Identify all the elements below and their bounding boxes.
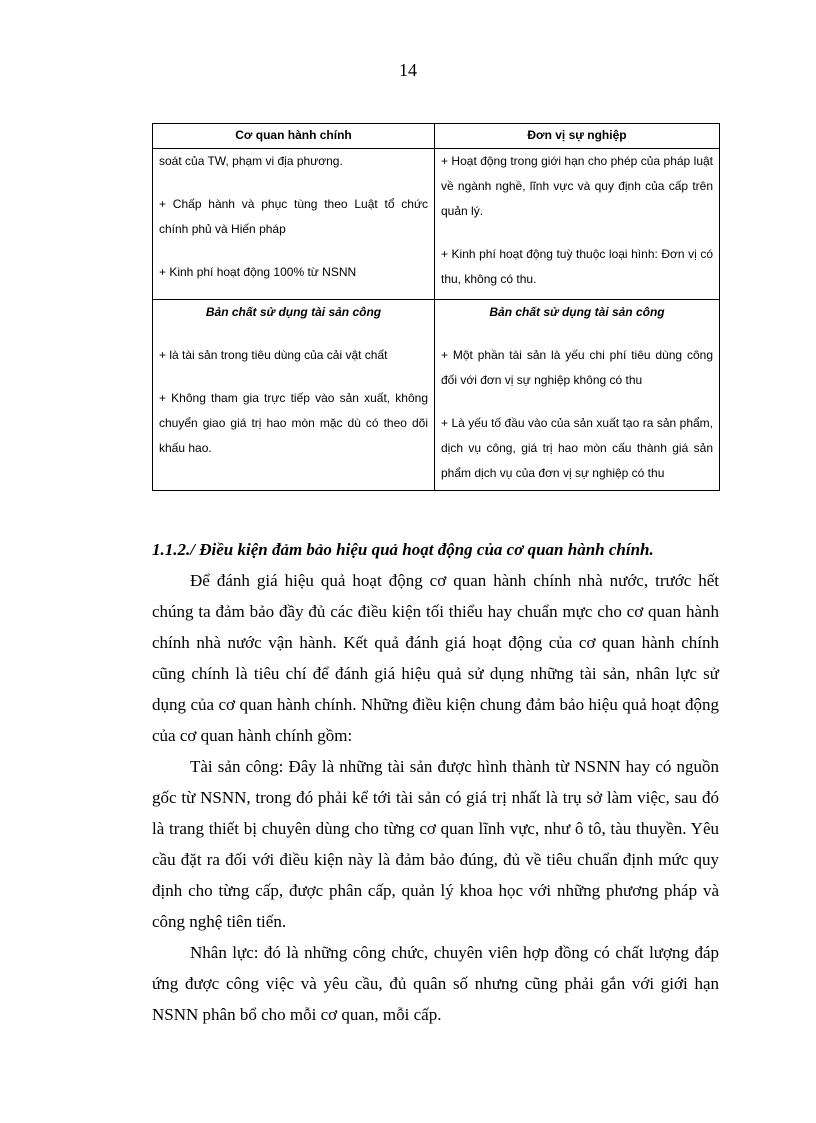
cell-line: + là tài sản trong tiêu dùng của cải vật chất — [159, 348, 388, 362]
row1-left-cell — [153, 149, 435, 300]
comparison-table — [152, 123, 720, 491]
row2-left-title: Bản chất sử dụng tài sản công — [205, 305, 382, 319]
table-row — [153, 300, 720, 491]
cell-line: + Là yếu tố đầu vào của sản xuất tạo ra sản phẩm, dịch vụ công, giá trị hao mòn cấu thành giá sản phẩm dịch vụ của đơn vị sự nghiệp có thu — [441, 416, 713, 480]
cell-line: + Kinh phí hoạt động tuỳ thuộc loại hình: Đơn vị có thu, không có thu. — [441, 247, 713, 286]
page-number: 14 — [399, 60, 417, 80]
paragraph: Để đánh giá hiệu quả hoạt động cơ quan hành chính nhà nước, trước hết chúng ta đảm bảo đầy đủ các điều kiện tối thiểu hay chuẩn mực cho cơ quan hành chính nhà nước vận hành. Kết quả đánh giá hoạt động của cơ quan hành chính cũng chính là tiêu chí để đánh giá hiệu quả sử dụng những tài sản, nhân lực sử dụng của cơ quan hành chính. Những điều kiện chung đảm bảo hiệu quả hoạt động của cơ quan hành chính gồm: — [152, 571, 719, 745]
table-row — [153, 149, 720, 300]
header-administrative-agency: Cơ quan hành chính — [153, 124, 435, 149]
cell-line: + Một phần tài sản là yếu chi phí tiêu dùng công đối với đơn vị sự nghiệp không có thu — [441, 348, 713, 387]
cell-line: + Hoạt động trong giới hạn cho phép của pháp luật về ngành nghề, lĩnh vực và quy định của cấp trên quản lý. — [441, 154, 713, 218]
row2-left-cell — [153, 300, 435, 491]
header-public-service-unit: Đơn vị sự nghiệp — [435, 124, 720, 149]
body-text — [152, 534, 719, 1030]
row2-right-cell — [435, 300, 720, 491]
cell-line: + Không tham gia trực tiếp vào sản xuất, không chuyển giao giá trị hao mòn mặc dù có theo dõi khấu hao. — [159, 391, 428, 455]
cell-line: soát của TW, phạm vi địa phương. — [159, 154, 343, 168]
paragraph: Tài sản công: Đây là những tài sản được hình thành từ NSNN hay có nguồn gốc từ NSNN, trong đó phải kể tới tài sản có giá trị nhất là trụ sở làm việc, sau đó là trang thiết bị chuyên dùng cho từng cơ quan lĩnh vực, như ô tô, tàu thuyền. Yêu cầu đặt ra đối với điều kiện này là đảm bảo đúng, đủ về tiêu chuẩn định mức quy định cho từng cấp, được phân cấp, quản lý khoa học với những phương pháp và công nghệ tiên tiến. — [152, 757, 719, 931]
cell-line: + Chấp hành và phục tùng theo Luật tổ chức chính phủ và Hiến pháp — [159, 197, 428, 236]
row1-right-cell — [435, 149, 720, 300]
row2-right-title: Bản chất sử dụng tài sản công — [489, 305, 665, 319]
cell-line: + Kinh phí hoạt động 100% từ NSNN — [159, 265, 357, 279]
paragraph: Nhân lực: đó là những công chức, chuyên viên hợp đồng có chất lượng đáp ứng được công việc và yêu cầu, đủ quân số nhưng cũng phải gắn với giới hạn NSNN phân bổ cho mỗi cơ quan, mỗi cấp. — [152, 943, 719, 1024]
section-heading: 1.1.2./ Điều kiện đảm bảo hiệu quả hoạt động của cơ quan hành chính. — [152, 540, 654, 559]
table-header-row — [153, 124, 720, 149]
